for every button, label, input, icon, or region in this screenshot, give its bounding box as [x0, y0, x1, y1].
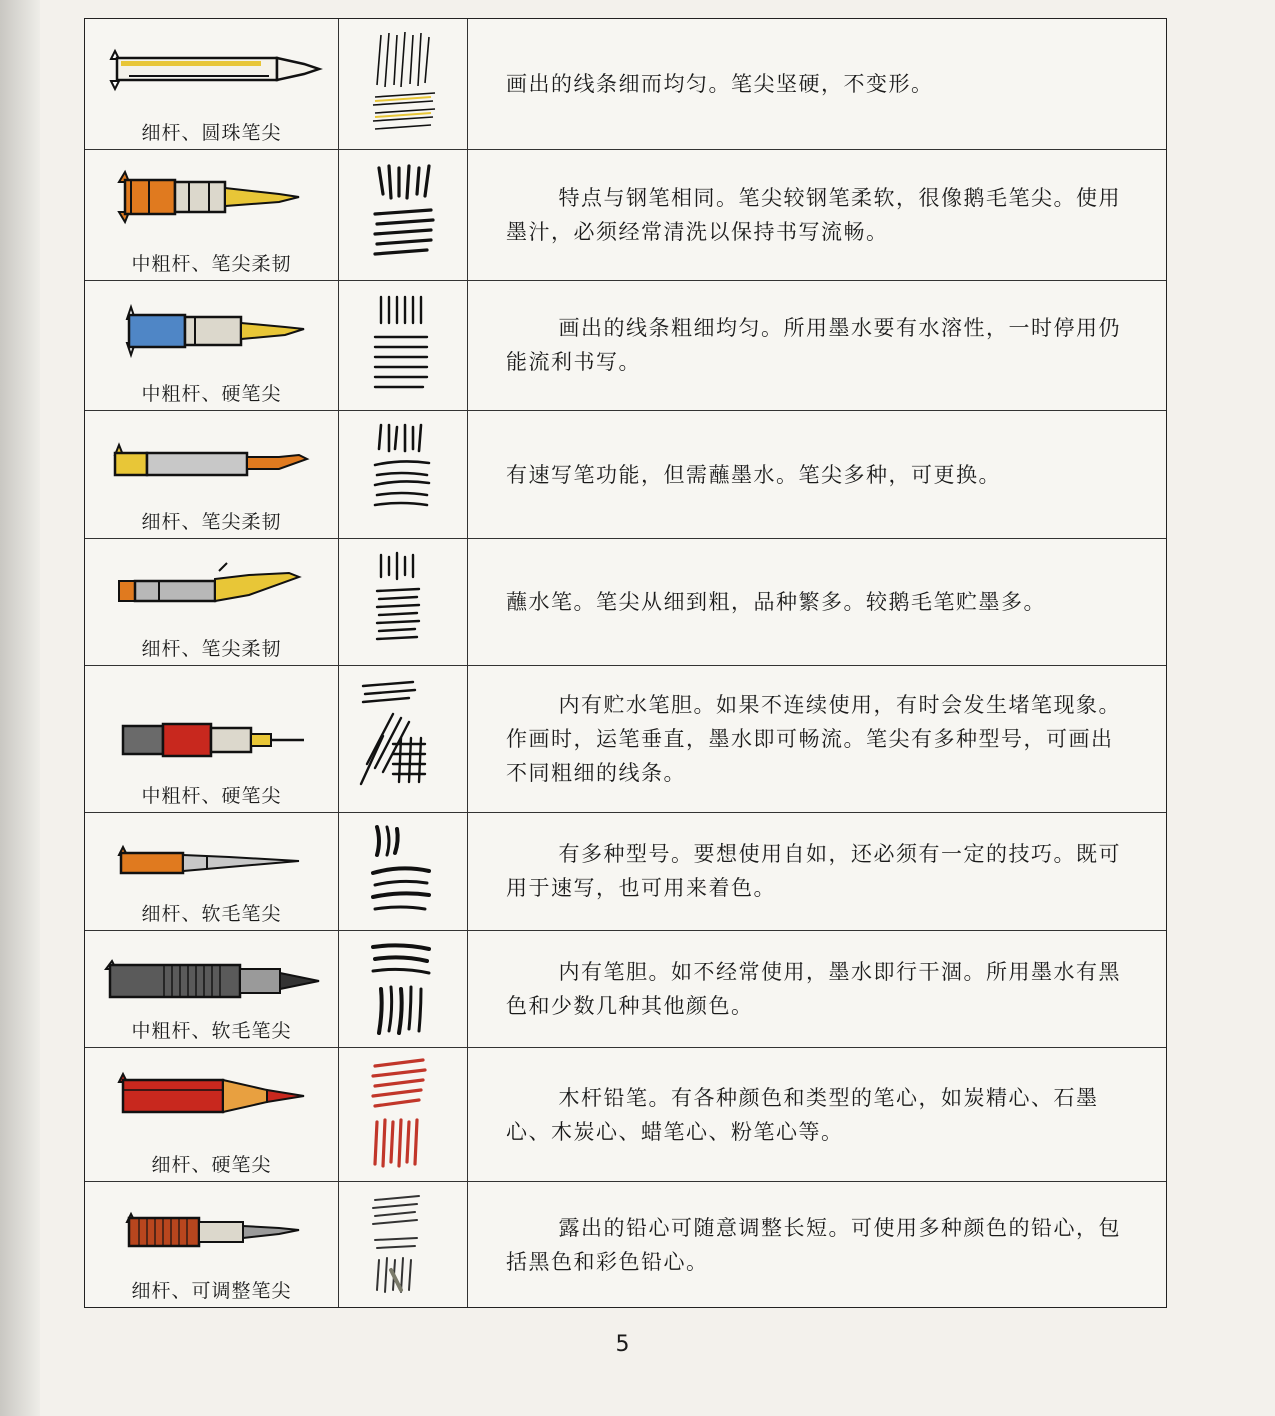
page-number: 5 [615, 1332, 630, 1357]
table-row [85, 813, 1166, 931]
pen-description: 特点与钢笔相同。笔尖较钢笔柔软，很像鹅毛笔尖。使用墨汁，必须经常清洗以保持书写流畅。 [506, 185, 1121, 244]
stroke-sample-illustration [361, 419, 451, 529]
pen-description: 露出的铅心可随意调整长短。可使用多种颜色的铅心，包括黑色和彩色铅心。 [506, 1215, 1121, 1274]
technical-pen-illustration [99, 704, 329, 774]
description-cell [468, 1182, 1166, 1307]
stroke-sample-illustration [361, 547, 451, 657]
description-cell [468, 539, 1166, 665]
pencil-illustration [99, 1060, 329, 1130]
stroke-sample-cell [339, 931, 468, 1048]
table-row [85, 1048, 1166, 1182]
table-row [85, 281, 1166, 412]
stroke-sample-cell [339, 666, 468, 812]
pen-type-label: 细杆、圆珠笔尖 [141, 121, 282, 144]
pen-cell [85, 813, 339, 930]
fountain-pen-illustration [99, 162, 329, 232]
table-row [85, 666, 1166, 813]
stroke-sample-cell [339, 19, 468, 149]
pen-type-label: 细杆、硬笔尖 [151, 1154, 272, 1177]
stroke-sample-illustration [353, 674, 443, 804]
description-cell [468, 813, 1166, 930]
stroke-sample-illustration [361, 289, 451, 399]
pen-type-label: 细杆、可调整笔尖 [131, 1279, 292, 1302]
pen-comparison-table [84, 18, 1167, 1308]
table-row [85, 150, 1166, 281]
table-row [85, 411, 1166, 539]
pen-cell [85, 1048, 339, 1181]
pen-description: 木杆铅笔。有各种颜色和类型的笔心，如炭精心、石墨心、木炭心、蜡笔心、粉笔心等。 [506, 1085, 1099, 1144]
stroke-sample-cell [339, 1048, 468, 1181]
pen-type-label: 中粗杆、硬笔尖 [141, 784, 282, 807]
description-cell [468, 281, 1166, 411]
pen-cell [85, 411, 339, 538]
pen-cell [85, 281, 339, 411]
stroke-sample-illustration [361, 821, 451, 931]
description-cell [468, 411, 1166, 538]
page-binding-shadow [0, 0, 40, 1416]
stroke-sample-illustration [361, 1190, 451, 1300]
dip-pen-illustration [99, 423, 329, 493]
pen-cell [85, 19, 339, 149]
pen-description: 蘸水笔。笔尖从细到粗，品种繁多。较鹅毛笔贮墨多。 [506, 590, 1046, 615]
brush-pen-illustration [99, 825, 329, 895]
pen-description: 画出的线条细而均匀。笔尖坚硬，不变形。 [506, 71, 934, 96]
description-cell [468, 1048, 1166, 1181]
stroke-sample-cell [339, 539, 468, 665]
pen-description: 内有贮水笔胆。如果不连续使用，有时会发生堵笔现象。作画时，运笔垂直，墨水即可畅流。笔尖有多种型号，可画出不同粗细的线条。 [506, 692, 1121, 785]
table-row [85, 539, 1166, 666]
stroke-sample-cell [339, 813, 468, 930]
description-cell [468, 19, 1166, 149]
pen-type-label: 细杆、笔尖柔韧 [141, 511, 282, 534]
table-row [85, 1182, 1166, 1307]
stroke-sample-illustration [361, 939, 451, 1049]
stroke-sample-cell [339, 150, 468, 280]
description-cell [468, 666, 1166, 812]
stroke-sample-cell [339, 1182, 468, 1307]
pen-type-label: 中粗杆、软毛笔尖 [131, 1020, 292, 1043]
pen-cell [85, 666, 339, 812]
stroke-sample-cell [339, 281, 468, 411]
pen-description: 有多种型号。要想使用自如，还必须有一定的技巧。既可用于速写，也可用来着色。 [506, 842, 1121, 901]
pen-description: 画出的线条粗细均匀。所用墨水要有水溶性，一时停用仍能流利书写。 [506, 316, 1121, 375]
brush-pen-illustration [89, 943, 329, 1013]
dip-pen-illustration [99, 551, 329, 621]
pen-type-label: 细杆、笔尖柔韧 [141, 637, 282, 660]
pen-type-label: 中粗杆、硬笔尖 [141, 383, 282, 406]
stroke-sample-cell [339, 411, 468, 538]
pen-cell [85, 150, 339, 280]
description-cell [468, 931, 1166, 1048]
pen-cell [85, 931, 339, 1048]
stroke-sample-illustration [361, 27, 451, 137]
description-cell [468, 150, 1166, 280]
ballpoint-pen-illustration [99, 31, 329, 101]
pen-description: 内有笔胆。如不经常使用，墨水即行干涸。所用墨水有黑色和少数几种其他颜色。 [506, 959, 1121, 1018]
pen-cell [85, 1182, 339, 1307]
fountain-pen-illustration [99, 293, 329, 363]
stroke-sample-illustration [361, 158, 451, 268]
mechanical-pencil-illustration [99, 1194, 329, 1264]
stroke-sample-illustration [361, 1056, 451, 1176]
pen-cell [85, 539, 339, 665]
table-row [85, 931, 1166, 1049]
pen-type-label: 中粗杆、笔尖柔韧 [131, 252, 292, 275]
pen-description: 有速写笔功能，但需蘸墨水。笔尖多种，可更换。 [506, 462, 1001, 487]
pen-type-label: 细杆、软毛笔尖 [141, 902, 282, 925]
table-row [85, 19, 1166, 150]
